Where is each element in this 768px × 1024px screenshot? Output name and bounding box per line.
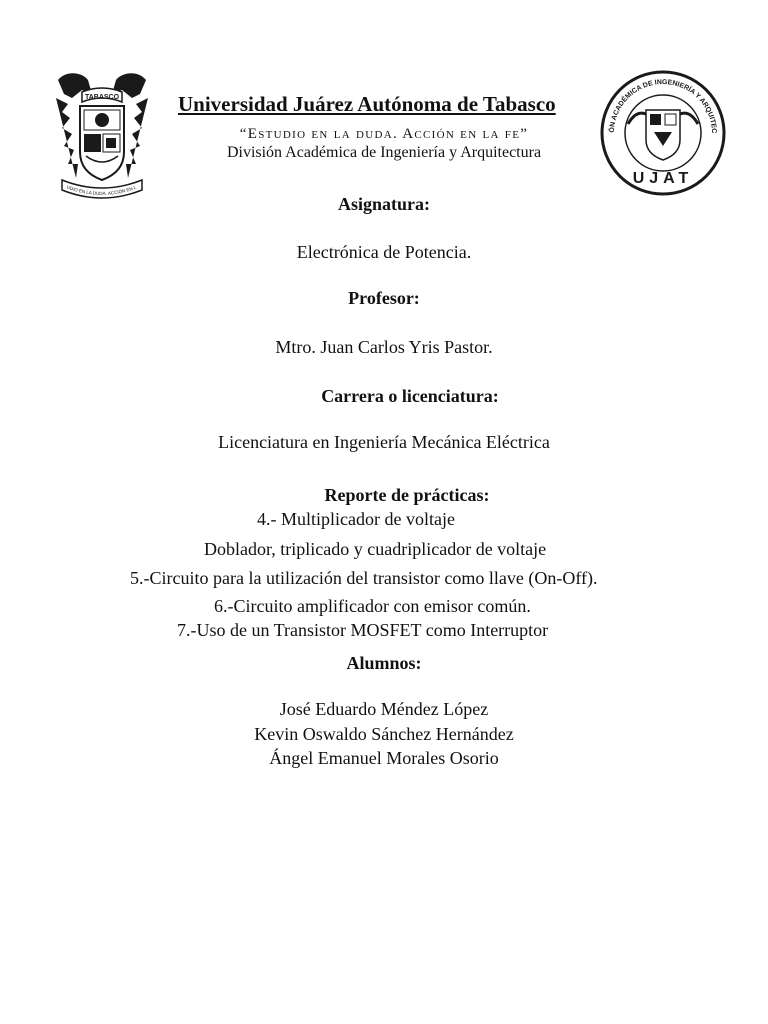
division-name: División Académica de Ingeniería y Arquitectura (226, 144, 542, 161)
student-name: Kevin Oswaldo Sánchez Hernández (254, 724, 514, 744)
professor-heading: Profesor: (348, 288, 420, 308)
svg-text:DIVISIÓN ACADÉMICA DE INGENIER: ÓN ACADÉMICA DE INGENIERÍA Y ARQUITEC (608, 78, 718, 134)
report-heading: Reporte de prácticas: (324, 485, 490, 505)
university-motto: “Estudio en la duda. Acción en la fe” (239, 126, 529, 142)
report-item: 6.-Circuito amplificador con emisor común. (214, 596, 531, 616)
career-heading: Carrera o licenciatura: (321, 386, 499, 406)
university-name: Universidad Juárez Autónoma de Tabasco (178, 92, 556, 116)
report-item: 4.- Multiplicador de voltaje (257, 509, 455, 529)
report-item: 5.-Circuito para la utilización del transistor como llave (On-Off). (130, 568, 598, 588)
svg-text:ESTUDIO EN LA DUDA. ACCIÓN EN: UDIO EN LA DUDA. ACCIÓN EN L (66, 184, 138, 197)
svg-text:TABASCO: TABASCO (84, 94, 120, 101)
report-item: 7.-Uso de un Transistor MOSFET como Interruptor (177, 620, 549, 640)
students-heading: Alumnos: (346, 653, 422, 673)
svg-text:UJAT: UJAT (632, 170, 694, 187)
student-name: Ángel Emanuel Morales Osorio (269, 748, 499, 768)
career-value: Licenciatura en Ingeniería Mecánica Eléctrica (218, 432, 550, 452)
subject-heading: Asignatura: (337, 194, 430, 214)
subject-value: Electrónica de Potencia. (296, 242, 472, 262)
professor-value: Mtro. Juan Carlos Yris Pastor. (275, 337, 493, 357)
student-name: José Eduardo Méndez López (279, 699, 489, 719)
report-item: Doblador, triplicado y cuadriplicador de voltaje (204, 539, 547, 559)
